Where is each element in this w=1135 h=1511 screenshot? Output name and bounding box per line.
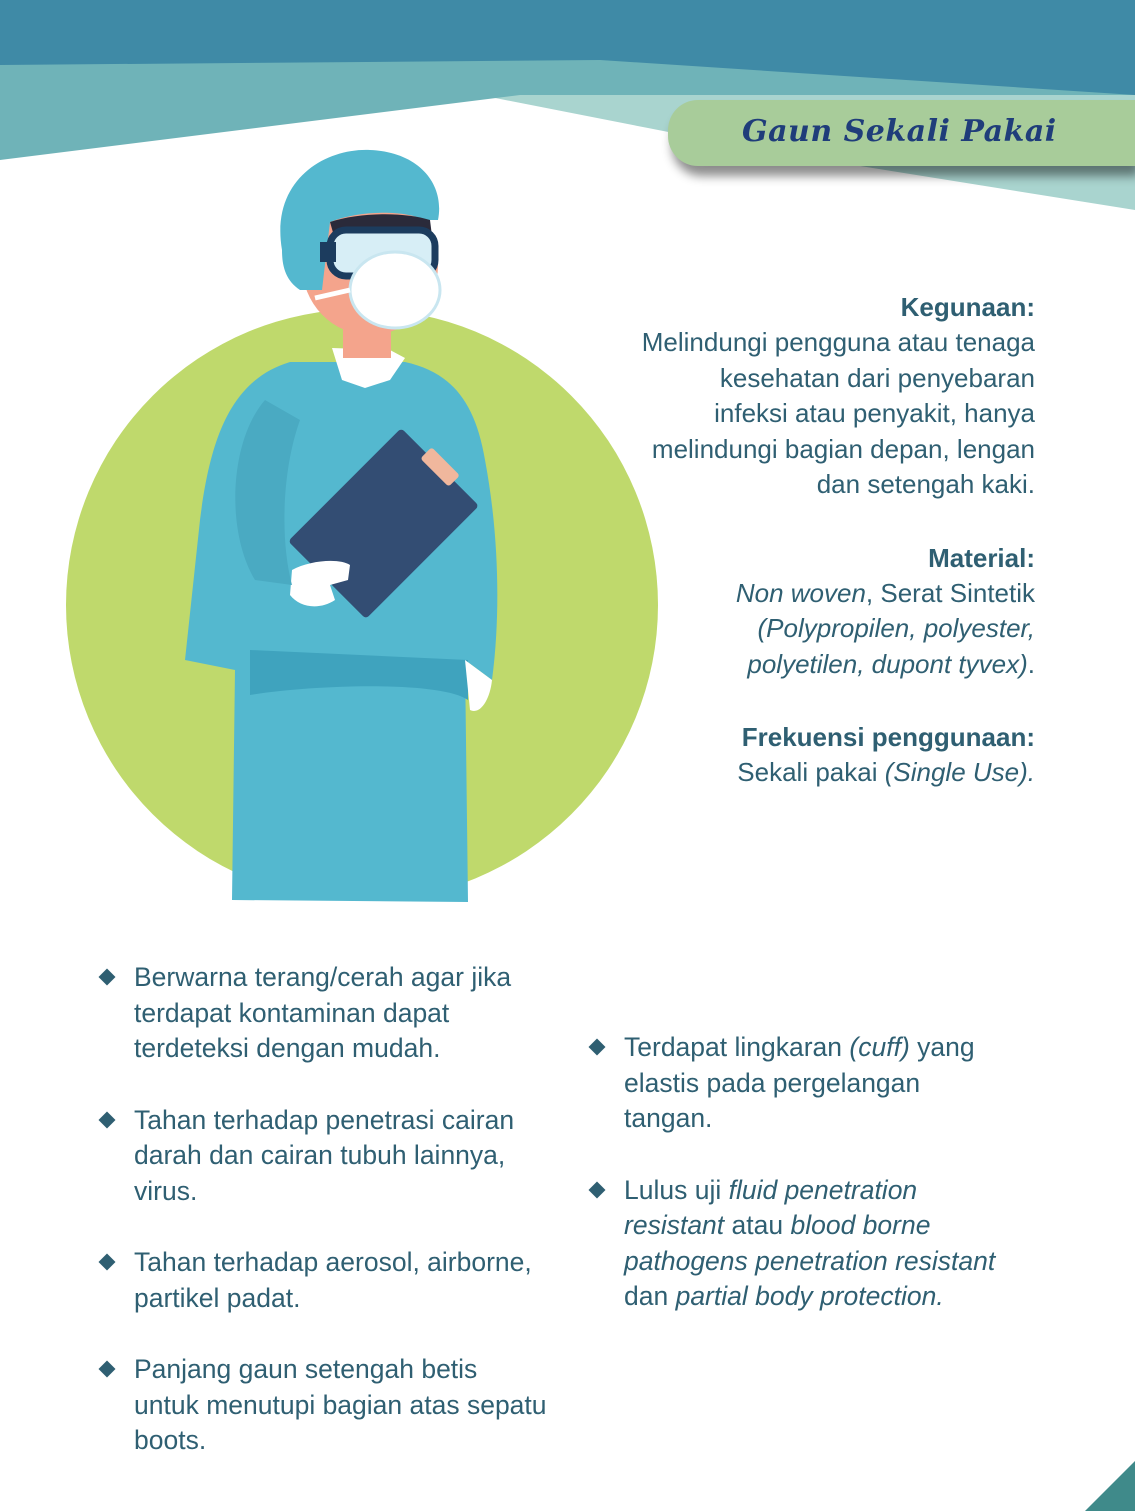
frekuensi-heading: Frekuensi penggunaan: bbox=[741, 722, 1035, 752]
diamond-bullet-icon bbox=[589, 1039, 606, 1056]
diamond-bullet-icon bbox=[99, 1361, 116, 1378]
diamond-bullet-icon bbox=[99, 1111, 116, 1128]
list-item bbox=[588, 1173, 1008, 1315]
health-worker-illustration bbox=[60, 140, 670, 910]
bullet-text bbox=[624, 1175, 995, 1312]
material-section bbox=[640, 541, 1035, 683]
bullet-list-right bbox=[588, 1030, 1008, 1351]
page-title: Gaun Sekali Pakai bbox=[742, 114, 1057, 149]
test-text-2: atau bbox=[724, 1210, 791, 1240]
test-text-3: dan bbox=[624, 1281, 676, 1311]
frekuensi-text-1: Sekali pakai bbox=[737, 757, 885, 787]
list-item bbox=[98, 1352, 548, 1459]
kegunaan-text: Melindungi pengguna atau tenaga kesehatan dari penyebaran infeksi atau penyakit, hanya melindungi bagian depan, lengan dan setengah kaki. bbox=[641, 327, 1035, 499]
frekuensi-text bbox=[640, 755, 1035, 791]
kegunaan-section bbox=[640, 290, 1035, 503]
bullet-text: Berwarna terang/cerah agar jika terdapat kontaminan dapat terdeteksi dengan mudah. bbox=[134, 962, 512, 1063]
frekuensi-italic: (Single Use). bbox=[884, 757, 1035, 787]
material-text-1: , Serat Sintetik bbox=[865, 577, 1035, 608]
face-mask bbox=[350, 252, 440, 328]
cuff-text-1: Terdapat lingkaran bbox=[624, 1032, 850, 1062]
diamond-bullet-icon bbox=[589, 1181, 606, 1198]
cuff-text-2: yang elastis pada pergelangan tangan. bbox=[624, 1032, 975, 1133]
test-italic-3: partial body protection. bbox=[675, 1281, 944, 1311]
test-italic-1: fluid penetration resistant bbox=[624, 1174, 918, 1240]
bullet-text: Panjang gaun setengah betis untuk menutupi bagian atas sepatu boots. bbox=[134, 1354, 547, 1455]
bullet-text bbox=[624, 1032, 975, 1133]
frekuensi-section bbox=[640, 720, 1035, 791]
corner-decoration bbox=[1085, 1461, 1135, 1511]
bullet-text: Tahan terhadap penetrasi cairan darah dan cairan tubuh lainnya, virus. bbox=[134, 1104, 515, 1206]
material-text-2: . bbox=[1027, 648, 1035, 679]
material-heading: Material: bbox=[928, 542, 1035, 573]
material-italic-2: (Polypropilen, polyester, polyetilen, dupont tyvex) bbox=[747, 613, 1035, 679]
list-item bbox=[98, 960, 548, 1067]
list-item bbox=[588, 1030, 1008, 1137]
list-item bbox=[98, 1245, 548, 1316]
test-text-1: Lulus uji bbox=[624, 1174, 729, 1205]
test-italic-2: blood borne pathogens penetration resistant bbox=[624, 1210, 996, 1276]
material-italic-1: Non woven bbox=[735, 577, 866, 608]
goggles-strap bbox=[320, 242, 336, 262]
info-panel bbox=[640, 290, 1035, 829]
diamond-bullet-icon bbox=[99, 969, 116, 986]
diamond-bullet-icon bbox=[99, 1254, 116, 1271]
material-text bbox=[640, 576, 1035, 683]
list-item bbox=[98, 1103, 548, 1210]
bullet-list-left bbox=[98, 960, 548, 1495]
cuff-italic: (cuff) bbox=[849, 1032, 910, 1062]
bullet-text: Tahan terhadap aerosol, airborne, partikel padat. bbox=[134, 1247, 532, 1313]
kegunaan-heading: Kegunaan: bbox=[900, 292, 1035, 322]
